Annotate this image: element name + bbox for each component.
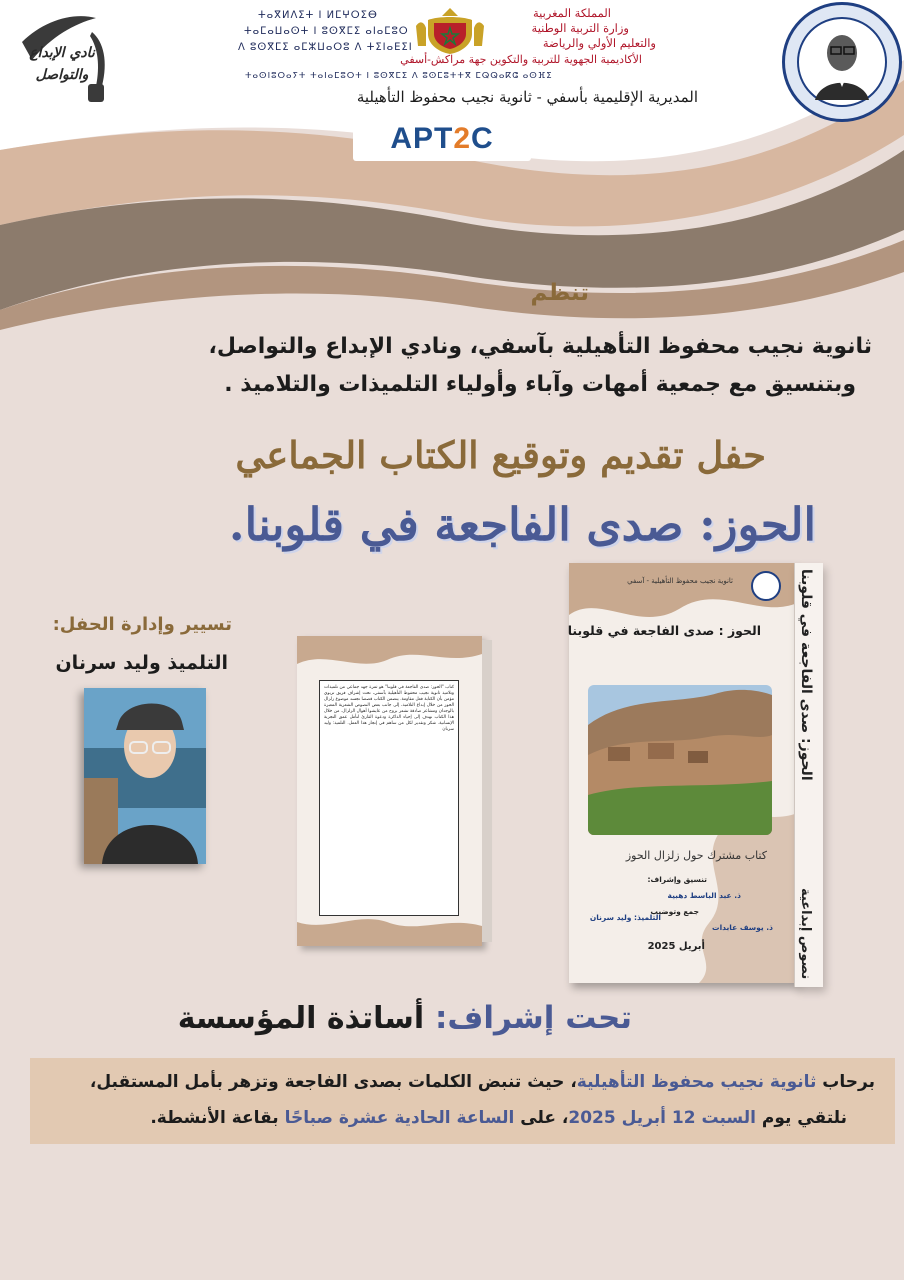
ceremony-heading: حفل تقديم وتوقيع الكتاب الجماعي: [235, 433, 766, 477]
apt2c-logo: [353, 117, 531, 161]
book-spine: [794, 563, 823, 987]
book-cover-photo: [588, 685, 772, 835]
footer-invitation: [30, 1058, 895, 1144]
book-coordination-label: تنسيق وإشراف:: [647, 875, 707, 884]
club-logo: [4, 2, 126, 124]
organizers-line-1: ثانوية نجيب محفوظ التأهيلية بآسفي، ونادي الإبداع والتواصل،: [208, 334, 872, 359]
tifinagh-line-1: ⵜⴰⴳⵍⴷⵉⵜ ⵏ ⵍⵎⵖⵔⵉⴱ: [258, 10, 378, 21]
school-logo: [782, 2, 902, 122]
village-photo-icon: [588, 685, 772, 835]
organize-heading: تنظم: [530, 280, 589, 306]
footer-text: ، على: [514, 1108, 569, 1128]
book-cover-title: الحوز : صدى الفاجعة في قلوبنا: [567, 623, 761, 638]
footer-text: ، حيث تنبض الكلمات بصدى الفاجعة وتزهر بأمل المستقبل،: [89, 1072, 577, 1092]
book-school-logo: [751, 571, 781, 601]
supervision-text: أساتذة المؤسسة: [177, 1001, 425, 1036]
footer-text: برحاب: [816, 1072, 875, 1092]
footer-date-highlight: السبت 12 أبريل 2025: [568, 1108, 756, 1128]
book-back-cover: [297, 636, 482, 946]
book-front-cover: [569, 563, 797, 983]
supervision-prefix: تحت إشراف:: [424, 1000, 632, 1036]
footer-text: بقاعة الأنشطة.: [150, 1108, 285, 1128]
academy-text: الأكاديمية الجهوية للتربية والتكوين جهة مراكش-أسفي: [400, 53, 642, 66]
book-coordinator: ذ. عبد الباسط دهبية: [667, 891, 741, 900]
ministry-text-2: والتعليم الأولي والرياضة: [542, 36, 656, 50]
tifinagh-line-3: ⴷ ⵓⵙⴳⵎⵉ ⴰⵎⵣⵡⴰⵔⵓ ⴷ ⵜⵉⵏⴰⴹⵉⵏ: [238, 42, 413, 53]
book-compiler-1: ذ. يوسف عابدات: [712, 923, 773, 932]
organizers-line-2: وبتنسيق مع جمعية أمهات وآباء وأولياء التلميذات والتلاميذ .: [224, 372, 856, 397]
apt2c-logo-part-b: 2: [453, 122, 471, 155]
book-cover-subtitle: كتاب مشترك حول زلزال الحوز: [625, 849, 767, 862]
club-logo-text: نادي الإبداع والتواصل: [29, 45, 95, 83]
footer-line-2: [150, 1108, 847, 1128]
apt2c-logo-part-a: APT: [390, 122, 454, 155]
moderation-label: تسيير وإدارة الحفل:: [52, 614, 232, 635]
book-title-heading: الحوز: صدى الفاجعة في قلوبنا.: [228, 498, 816, 551]
kingdom-text: المملكة المغربية: [532, 6, 611, 20]
portrait-icon: [785, 5, 899, 119]
footer-time-highlight: الساعة الحادية عشرة صباحًا: [284, 1108, 515, 1128]
ministry-text-1: وزارة التربية الوطنية: [531, 21, 629, 35]
apt2c-logo-part-c: C: [471, 122, 494, 155]
book-school-name: ثانوية نجيب محفوظ التأهيلية - آسفي: [627, 577, 733, 585]
book-spine-genre: نصوص إبداعية: [798, 887, 813, 979]
footer-text: نلتقي يوم: [755, 1108, 847, 1128]
coat-of-arms: [414, 6, 486, 56]
book-compiler-2: التلميذ: وليد سرنان: [589, 913, 661, 922]
book-spine-title: الحوز: صدى الفاجعة في قلوبنا: [798, 569, 814, 781]
footer-school-highlight: ثانوية نجيب محفوظ التأهيلية: [576, 1072, 817, 1092]
supervision-line: [112, 1000, 632, 1046]
student-portrait-icon: [84, 688, 206, 864]
moderator-photo: [84, 688, 206, 864]
footer-line-1: [90, 1072, 875, 1092]
coat-of-arms-icon: [414, 6, 486, 56]
tifinagh-line-2: ⵜⴰⵎⴰⵡⴰⵙⵜ ⵏ ⵓⵙⴳⵎⵉ ⴰⵏⴰⵎⵓⵔ: [244, 26, 409, 37]
tifinagh-line-4: ⵜⴰⵙⵏⵓⵔⴰⵢⵜ ⵜⴰⵏⴰⵎⵓⵔⵜ ⵏ ⵓⵙⴳⵎⵉ ⴷ ⵓⵙⵎⵓⵜⵜⴳ ⵎⵕⵕⴰⴽⵛ ⴰⵙⴼⵉ: [245, 71, 553, 81]
book-compilation-label: جمع وتوضيب: [650, 907, 699, 916]
book-back-spine: [482, 640, 492, 942]
book-back-text: كتاب "الحوز: صدى الفاجعة في قلوبنا" هو ثمرة جهد جماعي من تلميذات وتلاميذ ثانوية نجيب محفوظ التأهيلية بآسفي، تحت إشراف فريق تربوي مؤمن بأن الكتابة فعل مقاومة. يتضمن الكتاب قصصا تجسد موضوع زلزال الحوز من خلال إبداع التلاميذ، إلى جانب بعض النصوص الشعرية المعبرة بالوجدان ومشاعر صادقة تشعر بروح من عايشوا أهوال الزلزال. من خلال هذا الكتاب نهدف إلى إحياء الذاكرة ودعوة القارئ لتأمل عمق التجربة الإنسانية. شكر وتقدير لكل من ساهم في إنجاز هذا العمل. التلميذ: وليد سرنان: [319, 680, 459, 916]
moderator-name: التلميذ وليد سرنان: [55, 652, 228, 674]
directorate-text: المديرية الإقليمية بأسفي - ثانوية نجيب محفوظ التأهيلية: [356, 88, 698, 106]
book-date: أبريل 2025: [647, 941, 705, 952]
